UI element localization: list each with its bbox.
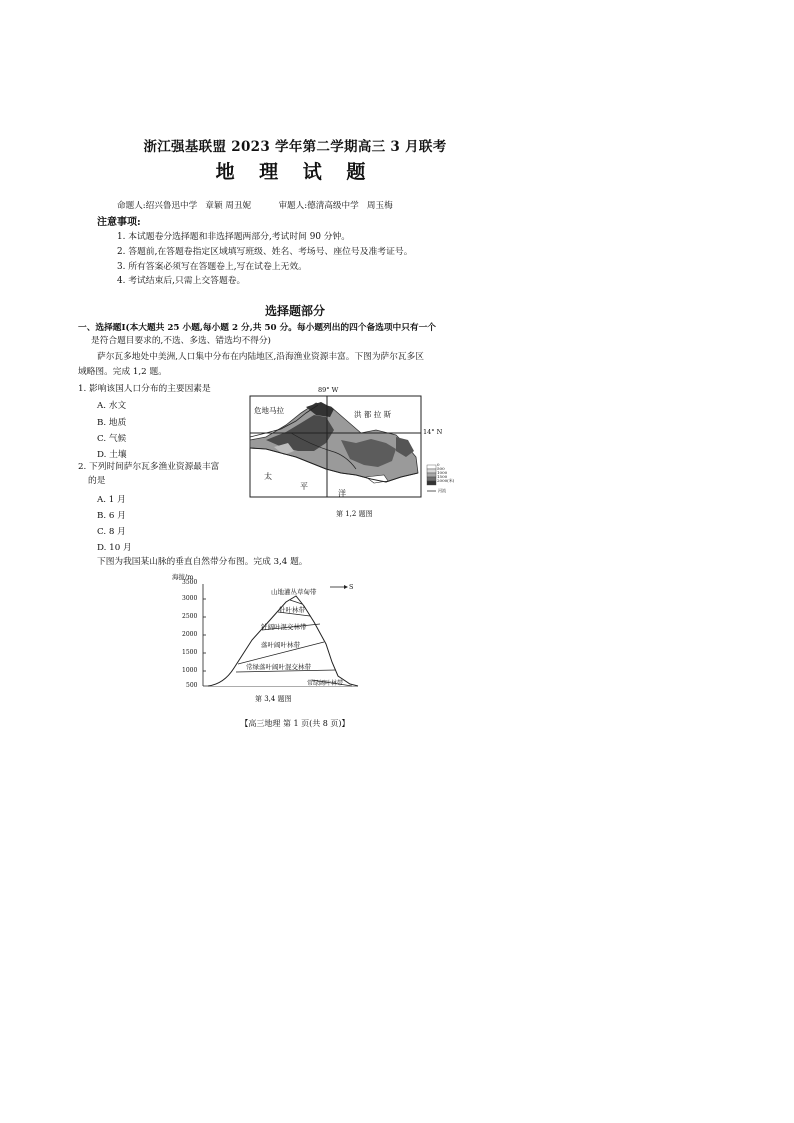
authors-line: 命题人:绍兴鲁迅中学 章颖 周丑妮 审题人:德清高级中学 周玉梅 (117, 201, 393, 211)
mountain-y-tick: 3500 (182, 579, 198, 586)
legend-label: 1500 (437, 474, 448, 479)
q2-option-d: D. 10 月 (97, 543, 132, 553)
section-intro-cont: 是符合题目要求的,不选、多选、错选均不得分) (91, 336, 271, 346)
honduras-label: 洪 都 拉 斯 (354, 410, 392, 419)
legend-label: 500 (437, 466, 445, 471)
zone-label: 常绿阔叶林带 (307, 680, 344, 687)
zone-label: 针叶林带 (279, 606, 305, 614)
q1-option-b: B. 地质 (97, 418, 127, 428)
legend-label: 0 (437, 462, 440, 467)
zone-label: 针阔叶混交林带 (261, 623, 307, 631)
q2-option-b: B. 6 月 (97, 511, 126, 521)
mountain-y-tick: 1000 (182, 667, 198, 674)
question-2-stem-cont: 的是 (88, 476, 106, 486)
notice-item: 4. 考试结束后,只需上交答题卷。 (117, 276, 246, 286)
passage-2-text: 下图为我国某山脉的垂直自然带分布图。完成 3,4 题。 (97, 557, 308, 567)
mountain-y-tick: 500 (186, 682, 198, 689)
notice-heading: 注意事项: (97, 217, 141, 228)
q2-option-c: C. 8 月 (97, 527, 126, 537)
legend-label: 1000 (437, 470, 448, 475)
exam-title: 浙江强基联盟 2023 学年第二学期高三 3 月联考 (143, 139, 447, 155)
section-title: 选择题部分 (264, 304, 325, 318)
ocean-char-3: 洋 (338, 489, 346, 498)
mountain-y-tick: 2500 (182, 613, 198, 620)
latitude-label: 14° N (423, 428, 443, 436)
zone-label: 山地灌丛草甸带 (271, 588, 317, 596)
zone-label: 常绿落叶阔叶混交林带 (246, 663, 311, 671)
notice-item: 1. 本试题卷分选择题和非选择题两部分,考试时间 90 分钟。 (117, 232, 351, 242)
mountain-y-tick: 1500 (182, 649, 198, 656)
question-1-stem: 1. 影响该国人口分布的主要因素是 (78, 384, 211, 394)
ocean-char-1: 太 (264, 472, 272, 481)
q1-option-a: A. 水文 (97, 401, 127, 411)
section-intro: 一、选择题Ⅰ(本大题共 25 小题,每小题 2 分,共 50 分。每小题列出的四个备选项中只有一个 (78, 323, 436, 333)
mountain-y-tick: 2000 (182, 631, 198, 638)
page-footer: 【高三地理 第 1 页(共 8 页)】 (240, 719, 350, 728)
zone-label: 落叶阔叶林带 (261, 641, 300, 649)
notice-item: 2. 答题前,在答题卷指定区域填写班级、姓名、考场号、座位号及准考证号。 (117, 247, 413, 257)
q1-option-d: D. 土壤 (97, 450, 127, 460)
mountain-caption: 第 3,4 题图 (255, 695, 292, 703)
subject-title: 地 理 试 题 (215, 161, 375, 183)
el-salvador-map (246, 385, 472, 502)
notice-item: 3. 所有答案必须写在答题卷上,写在试卷上无效。 (117, 262, 307, 272)
legend-label: 2000(米) (437, 478, 455, 483)
mountain-y-axis-label: 海拔/m (172, 573, 194, 581)
map-caption: 第 1,2 题图 (336, 510, 373, 518)
q1-option-c: C. 气候 (97, 434, 127, 444)
ocean-char-2: 平 (300, 482, 308, 491)
passage-text-cont: 域略图。完成 1,2 题。 (78, 367, 167, 377)
guatemala-label: 危地马拉 (254, 406, 284, 415)
direction-label: S (349, 583, 354, 591)
longitude-label: 89° W (318, 386, 339, 394)
q2-option-a: A. 1 月 (97, 495, 126, 505)
question-2-stem: 2. 下列时间萨尔瓦多渔业资源最丰富 (78, 462, 220, 472)
mountain-zone-figure (172, 572, 362, 690)
mountain-y-tick: 3000 (182, 595, 198, 602)
legend-river-label: 河流 (438, 488, 446, 493)
passage-text: 萨尔瓦多地处中美洲,人口集中分布在内陆地区,沿海渔业资源丰富。下图为萨尔瓦多区 (97, 352, 424, 362)
